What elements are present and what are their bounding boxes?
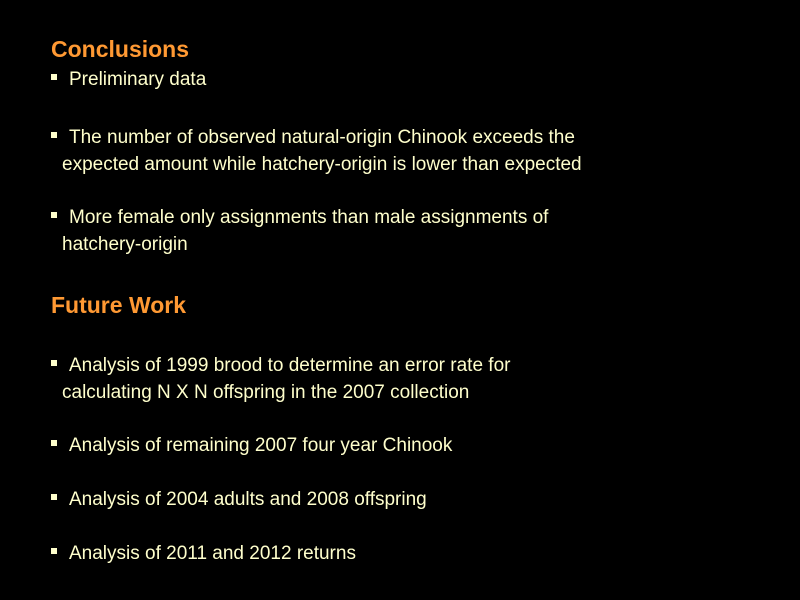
future-bullet-2007-chinook xyxy=(51,432,452,459)
square-bullet-icon xyxy=(51,360,57,366)
bullet-text: More female only assignments than male assignments of xyxy=(69,207,549,228)
bullet-text: Analysis of 1999 brood to determine an error rate for xyxy=(69,355,511,376)
future-work-heading: Future Work xyxy=(51,292,187,318)
future-bullet-2011-2012 xyxy=(51,540,356,567)
conclusions-heading: Conclusions xyxy=(51,36,190,62)
square-bullet-icon xyxy=(51,548,57,554)
square-bullet-icon xyxy=(51,494,57,500)
bullet-text: Analysis of remaining 2007 four year Chinook xyxy=(69,435,453,456)
conclusion-bullet-preliminary xyxy=(51,66,206,93)
bullet-text-continuation: expected amount while hatchery-origin is lower than expected xyxy=(62,154,582,175)
bullet-text-continuation: hatchery-origin xyxy=(62,234,188,255)
bullet-text-continuation: calculating N X N offspring in the 2007 collection xyxy=(62,382,470,403)
bullet-text: Analysis of 2004 adults and 2008 offspring xyxy=(69,489,427,510)
bullet-text: The number of observed natural-origin Chinook exceeds the xyxy=(69,127,575,148)
square-bullet-icon xyxy=(51,132,57,138)
square-bullet-icon xyxy=(51,74,57,80)
conclusion-bullet-female-assignments xyxy=(51,204,548,258)
square-bullet-icon xyxy=(51,212,57,218)
bullet-text: Preliminary data xyxy=(69,69,207,90)
conclusion-bullet-observed-vs-expected xyxy=(51,124,582,178)
bullet-text: Analysis of 2011 and 2012 returns xyxy=(69,543,356,564)
future-bullet-1999-brood xyxy=(51,352,510,406)
square-bullet-icon xyxy=(51,440,57,446)
future-bullet-2004-2008 xyxy=(51,486,427,513)
